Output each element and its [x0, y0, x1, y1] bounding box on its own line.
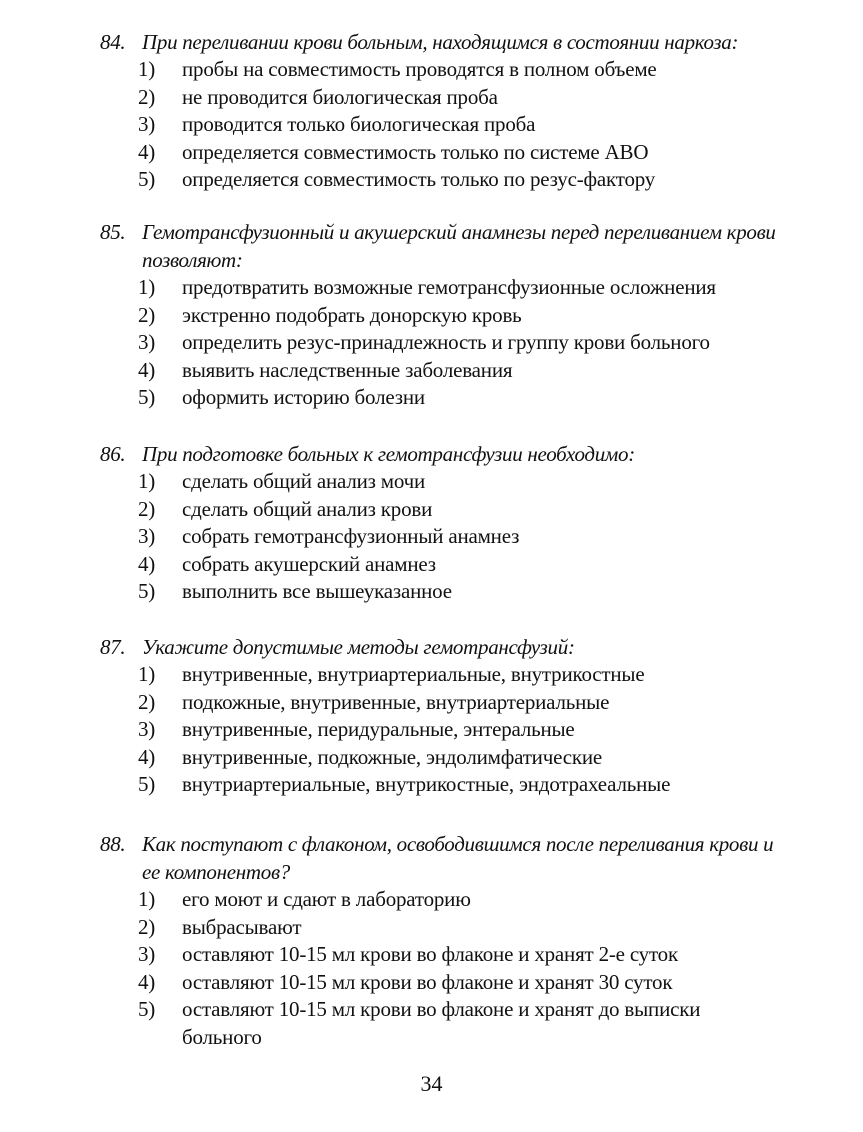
question-86 [100, 440, 780, 606]
answer-text: внутривенные, внутриартериальные, внутрикостные [182, 662, 645, 686]
answer-number: 5) [138, 579, 156, 604]
answer-text: сделать общий анализ мочи [182, 469, 426, 493]
answer-list [100, 274, 780, 412]
answer-option [100, 384, 780, 412]
answer-text: пробы на совместимость проводятся в полном объеме [182, 57, 657, 81]
question-number: 88. [100, 832, 126, 856]
answer-text: выполнить все вышеуказанное [182, 579, 452, 604]
question-heading [100, 830, 780, 886]
answer-text: определить резус-принадлежность и группу крови больного [182, 330, 710, 355]
answer-number: 5) [138, 772, 156, 797]
answer-number: 5) [138, 997, 156, 1022]
answer-text: собрать гемотрансфузионный анамнез [182, 524, 520, 549]
question-number: 85. [100, 220, 126, 244]
answer-text: внутривенные, перидуральные, энтеральные [182, 717, 575, 742]
answer-number: 2) [138, 496, 156, 521]
answer-option [100, 56, 780, 84]
answer-option [100, 744, 780, 772]
answer-number: 1) [138, 887, 156, 911]
answer-text: оставляют 10-15 мл крови во флаконе и хранят 30 суток [182, 969, 673, 994]
answer-text: внутривенные, подкожные, эндолимфатические [182, 744, 603, 769]
answer-option [100, 166, 780, 194]
answer-number: 5) [138, 167, 156, 192]
answer-number: 1) [138, 57, 156, 81]
answer-text: сделать общий анализ крови [182, 496, 433, 521]
answer-list [100, 468, 780, 606]
answer-number: 1) [138, 662, 156, 686]
answer-number: 3) [138, 112, 156, 137]
answer-number: 3) [138, 330, 156, 355]
answer-option [100, 139, 780, 167]
answer-text: подкожные, внутривенные, внутриартериальные [182, 689, 610, 714]
answer-number: 2) [138, 914, 156, 939]
question-88 [100, 830, 780, 1052]
answer-text: его моют и сдают в лабораторию [182, 887, 471, 911]
answer-option [100, 969, 780, 997]
question-text: Как поступают с флаконом, освободившимся после переливания крови и ее компонентов? [142, 832, 774, 884]
answer-number: 2) [138, 302, 156, 327]
answer-option [100, 886, 780, 914]
answer-option [100, 84, 780, 112]
answer-number: 3) [138, 524, 156, 549]
answer-option [100, 661, 780, 689]
question-text: При подготовке больных к гемотрансфузии необходимо: [142, 442, 635, 466]
question-number: 86. [100, 442, 126, 466]
question-text: При переливании крови больным, находящимся в состоянии наркоза: [142, 30, 739, 54]
answer-number: 3) [138, 717, 156, 742]
answer-option [100, 941, 780, 969]
answer-option [100, 357, 780, 385]
answer-option [100, 329, 780, 357]
question-number: 84. [100, 30, 126, 54]
answer-option [100, 914, 780, 942]
answer-text: выбрасывают [182, 914, 302, 939]
answer-number: 1) [138, 275, 156, 299]
answer-number: 2) [138, 84, 156, 109]
question-heading [100, 218, 780, 274]
answer-list [100, 886, 780, 1052]
question-heading [100, 28, 780, 56]
answer-option [100, 111, 780, 139]
answer-option [100, 468, 780, 496]
answer-option [100, 716, 780, 744]
answer-option [100, 578, 780, 606]
answer-number: 1) [138, 469, 156, 493]
answer-number: 2) [138, 689, 156, 714]
answer-option [100, 302, 780, 330]
answer-number: 4) [138, 744, 156, 769]
answer-option [100, 771, 780, 799]
answer-text: оформить историю болезни [182, 385, 425, 410]
answer-number: 4) [138, 551, 156, 576]
answer-option [100, 496, 780, 524]
question-number: 87. [100, 635, 126, 659]
question-87 [100, 633, 780, 799]
page-number: 34 [420, 1071, 443, 1096]
answer-text: экстренно подобрать донорскую кровь [182, 302, 522, 327]
answer-text: определяется совместимость только по системе АВО [182, 139, 649, 164]
question-85 [100, 218, 780, 412]
answer-text: не проводится биологическая проба [182, 84, 498, 109]
answer-text: внутриартериальные, внутрикостные, эндотрахеальные [182, 772, 671, 797]
question-84 [100, 28, 780, 194]
answer-text: проводится только биологическая проба [182, 112, 536, 137]
answer-list [100, 661, 780, 799]
answer-number: 3) [138, 942, 156, 967]
answer-number: 4) [138, 969, 156, 994]
answer-option [100, 996, 780, 1051]
answer-text: предотвратить возможные гемотрансфузионные осложнения [182, 275, 716, 299]
answer-option [100, 689, 780, 717]
answer-number: 4) [138, 139, 156, 164]
answer-number: 5) [138, 385, 156, 410]
answer-text: выявить наследственные заболевания [182, 357, 513, 382]
answer-text: оставляют 10-15 мл крови во флаконе и хранят 2-е суток [182, 942, 678, 967]
answer-text: оставляют 10-15 мл крови во флаконе и хранят до выписки больного [182, 997, 701, 1049]
answer-option [100, 551, 780, 579]
answer-option [100, 274, 780, 302]
question-text: Гемотрансфузионный и акушерский анамнезы перед переливанием крови позволяют: [142, 220, 776, 272]
answer-text: собрать акушерский анамнез [182, 551, 436, 576]
answer-list [100, 56, 780, 194]
answer-number: 4) [138, 357, 156, 382]
answer-option [100, 523, 780, 551]
question-heading [100, 440, 780, 468]
answer-text: определяется совместимость только по резус-фактору [182, 167, 656, 192]
question-text: Укажите допустимые методы гемотрансфузий: [142, 635, 575, 659]
question-heading [100, 633, 780, 661]
